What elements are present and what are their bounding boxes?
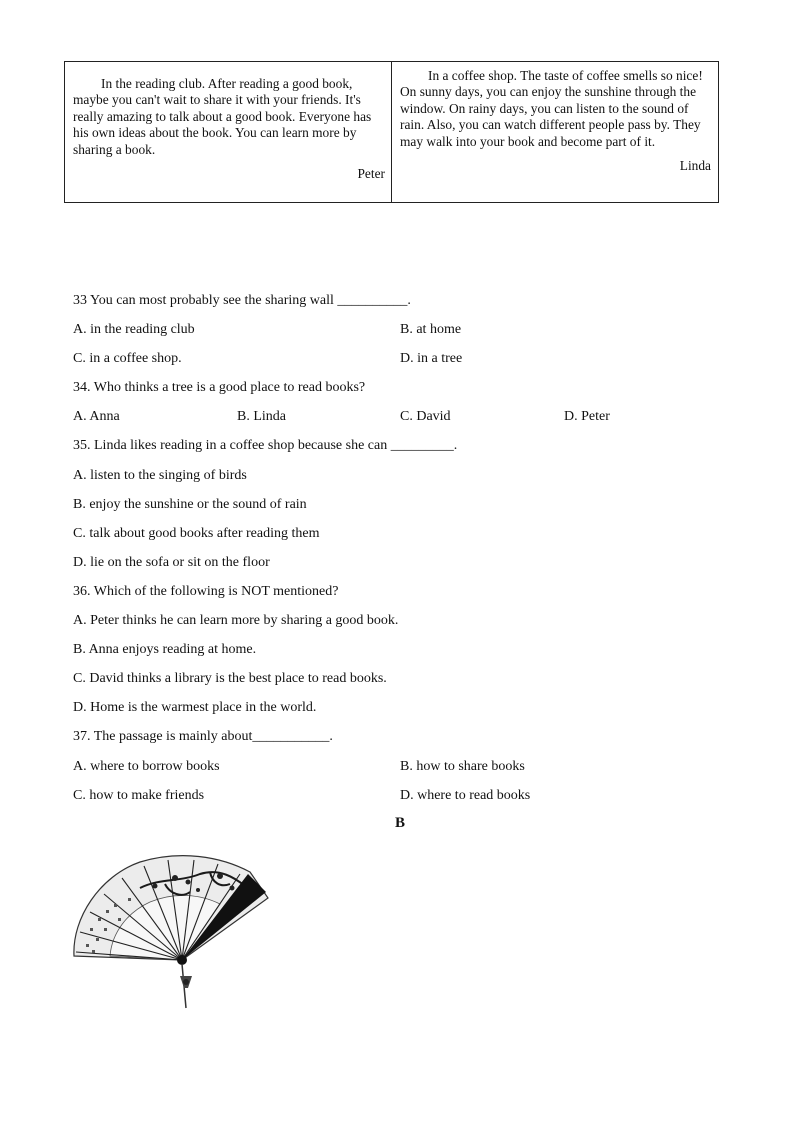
option-c[interactable]: C. how to make friends (73, 787, 205, 803)
passage-text: In a coffee shop. The taste of coffee smells so nice! On sunny days, you can enjoy the sunshine through the window. On rainy days, you can listen to the sound of rain. Also, you can watch different people pass by. They may walk into your book and become part of it. (400, 68, 703, 149)
option-b[interactable]: B. enjoy the sunshine or the sound of rain (73, 496, 307, 512)
option-b[interactable]: B. Linda (237, 409, 286, 425)
option-d[interactable]: D. lie on the sofa or sit on the floor (73, 554, 270, 570)
option-row (73, 757, 753, 786)
option-row (73, 407, 753, 436)
option-row (73, 320, 753, 349)
question-stem: 33 You can most probably see the sharing wall __________. (73, 293, 411, 308)
option-d[interactable]: D. Home is the warmest place in the world. (73, 700, 317, 716)
option-a[interactable]: A. listen to the singing of birds (73, 467, 247, 483)
passage-cell-linda (392, 62, 718, 202)
option-b[interactable]: B. Anna enjoys reading at home. (73, 642, 257, 658)
option-c[interactable]: C. talk about good books after reading them (73, 525, 320, 541)
passage-author: Linda (679, 158, 711, 174)
passage-author: Peter (357, 166, 385, 182)
option-d[interactable]: D. in a tree (400, 351, 463, 367)
question-stem: 34. Who thinks a tree is a good place to read books? (73, 380, 366, 396)
option-b[interactable]: B. at home (400, 322, 462, 338)
option-a[interactable]: A. in the reading club (73, 322, 195, 338)
question-stem: 35. Linda likes reading in a coffee shop because she can _________. (73, 438, 458, 454)
option-c[interactable]: C. David (400, 409, 451, 425)
option-d[interactable]: D. Peter (564, 409, 610, 425)
folding-fan-icon (70, 848, 275, 1013)
option-row (73, 349, 753, 378)
passage-cell-peter (65, 62, 392, 202)
passage-table (64, 61, 719, 203)
section-heading: B (394, 815, 405, 831)
questions-section (73, 291, 753, 815)
option-row (73, 786, 753, 815)
option-a[interactable]: A. Peter thinks he can learn more by sharing a good book. (73, 613, 399, 629)
question-stem: 36. Which of the following is NOT mentioned? (73, 583, 339, 599)
option-c[interactable]: C. in a coffee shop. (73, 351, 182, 367)
option-a[interactable]: A. where to borrow books (73, 758, 220, 774)
option-a[interactable]: A. Anna (73, 409, 120, 425)
question-stem: 37. The passage is mainly about___________. (73, 729, 333, 745)
option-d[interactable]: D. where to read books (400, 787, 531, 803)
passage-text: In the reading club. After reading a good book, maybe you can't wait to share it with your friends. It's really amazing to talk about a good book. Everyone has his own ideas about the book. You can learn more by sharing a book. (73, 76, 372, 157)
option-c[interactable]: C. David thinks a library is the best place to read books. (73, 671, 387, 687)
option-b[interactable]: B. how to share books (400, 758, 525, 774)
